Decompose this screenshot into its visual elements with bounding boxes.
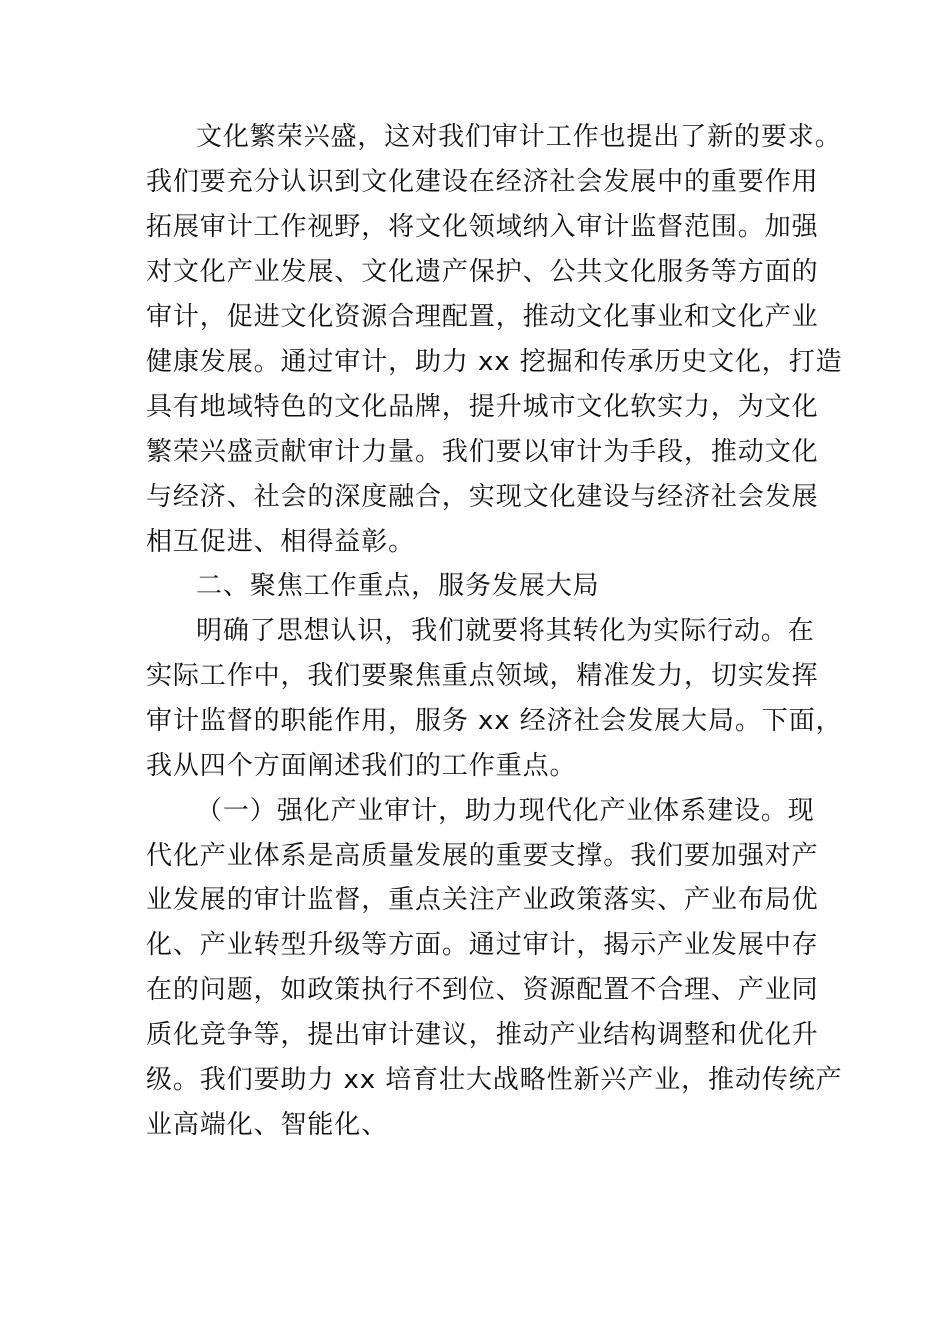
paragraph-line: 健康发展。通过审计，助力 xx 挖掘和传承历史文化，打造 [146,347,843,377]
paragraph-line: 文化繁荣兴盛，这对我们审计工作也提出了新的要求。 [196,122,842,152]
paragraph-line: 审计监督的职能作用，服务 xx 经济社会发展大局。下面， [146,706,843,736]
paragraph-line: 代化产业体系是高质量发展的重要支撑。我们要加强对产 [146,841,819,871]
paragraph-line: 审计，促进文化资源合理配置，推动文化事业和文化产业 [146,302,819,332]
paragraph-line: 业发展的审计监督，重点关注产业政策落实、产业布局优 [146,885,819,915]
paragraph-line: 我从四个方面阐述我们的工作重点。 [146,751,577,781]
paragraph-line: 在的问题，如政策执行不到位、资源配置不合理、产业同 [146,975,819,1005]
paragraph-line: 对文化产业发展、文化遗产保护、公共文化服务等方面的 [146,257,819,287]
paragraph-line: 拓展审计工作视野，将文化领域纳入审计监督范围。加强 [146,212,819,242]
paragraph-line: 业高端化、智能化、 [146,1110,389,1140]
paragraph-line: 繁荣兴盛贡献审计力量。我们要以审计为手段，推动文化 [146,437,819,467]
paragraph-line: 具有地域特色的文化品牌，提升城市文化软实力，为文化 [146,392,819,422]
paragraph-line: 实际工作中，我们要聚焦重点领域，精准发力，切实发挥 [146,661,819,691]
paragraph-line: 质化竞争等，提出审计建议，推动产业结构调整和优化升 [146,1020,819,1050]
paragraph-line: 我们要充分认识到文化建设在经济社会发展中的重要作用 [146,167,819,197]
paragraph-line: 与经济、社会的深度融合，实现文化建设与经济社会发展 [146,482,819,512]
paragraph-line: 化、产业转型升级等方面。通过审计，揭示产业发展中存 [146,930,819,960]
paragraph-line: 相互促进、相得益彰。 [146,527,416,557]
paragraph-line: 明确了思想认识，我们就要将其转化为实际行动。在 [196,616,815,646]
paragraph-line: 级。我们要助力 xx 培育壮大战略性新兴产业，推动传统产 [146,1065,843,1095]
section-heading: 二、聚焦工作重点，服务发展大局 [196,571,600,601]
paragraph-line: （一）强化产业审计，助力现代化产业体系建设。现 [196,796,815,826]
